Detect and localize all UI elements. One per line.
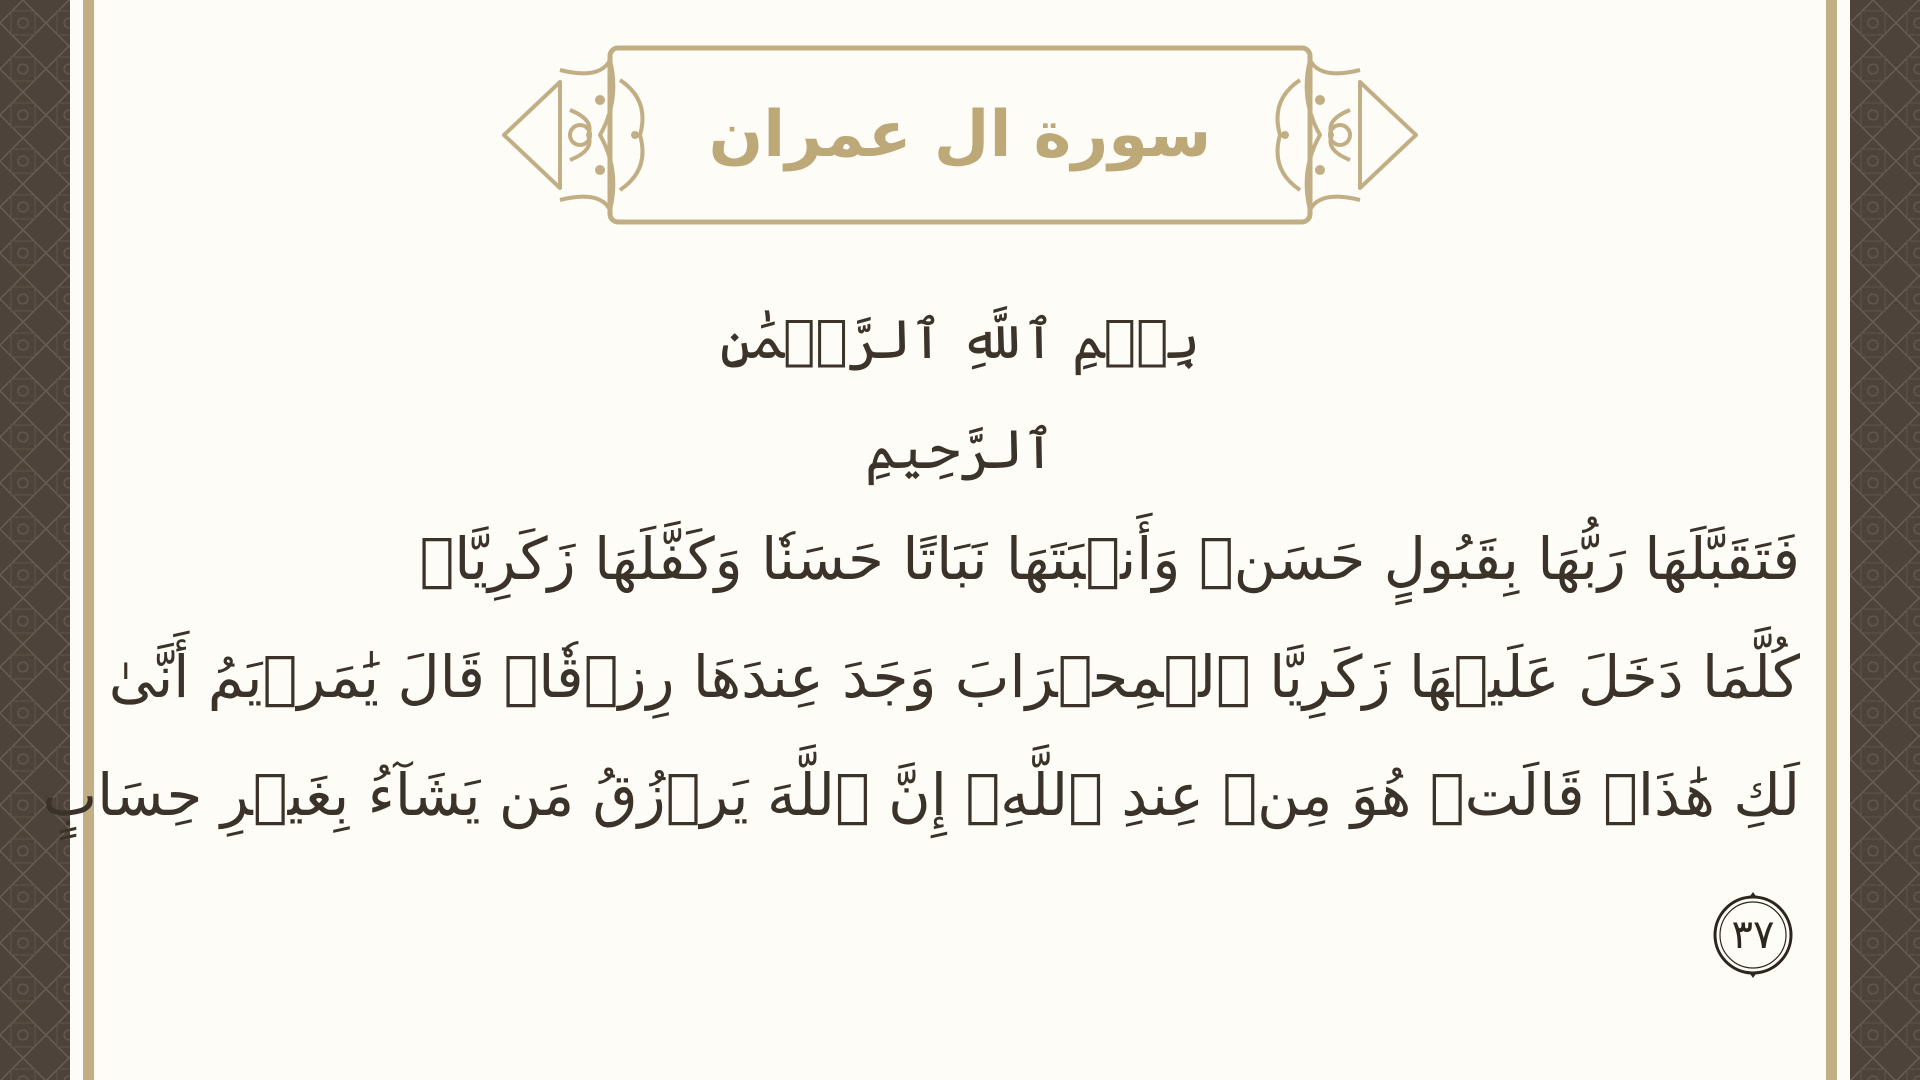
right-ornamental-border: [1850, 0, 1920, 1080]
ayah-number: ٣٧: [1731, 912, 1775, 958]
surah-title: سورة ال عمران: [708, 98, 1212, 172]
surah-title-frame: [500, 40, 1420, 230]
verse-line-2: كُلَّمَا دَخَلَ عَلَيۡهَا زَكَرِيَّا ٱلۡمِحۡرَابَ وَجَدَ عِندَهَا رِزۡقٗاۖ قَالَ يَٰمَرۡيَمُ أَنَّىٰ: [108, 643, 1800, 711]
left-gold-line: [83, 0, 94, 1080]
basmala: بِسۡمِ ٱللَّهِ ٱلرَّحۡمَٰنِ ٱلرَّحِيمِ: [719, 308, 1201, 481]
verse-text: [42, 500, 1800, 854]
right-gold-line: [1826, 0, 1837, 1080]
verse-line-3: لَكِ هَٰذَاۖ قَالَتۡ هُوَ مِنۡ عِندِ ٱللَّهِۖ إِنَّ ٱللَّهَ يَرۡزُقُ مَن يَشَآءُ بِغَيۡرِ حِسَابٍ: [42, 761, 1800, 829]
ayah-number-marker: [1708, 890, 1798, 980]
left-ornamental-border: [0, 0, 70, 1080]
verse-line-1: فَتَقَبَّلَهَا رَبُّهَا بِقَبُولٍ حَسَنٖ وَأَنۢبَتَهَا نَبَاتًا حَسَنٗا وَكَفَّلَهَا زَكَرِيَّاۖ: [419, 525, 1800, 593]
